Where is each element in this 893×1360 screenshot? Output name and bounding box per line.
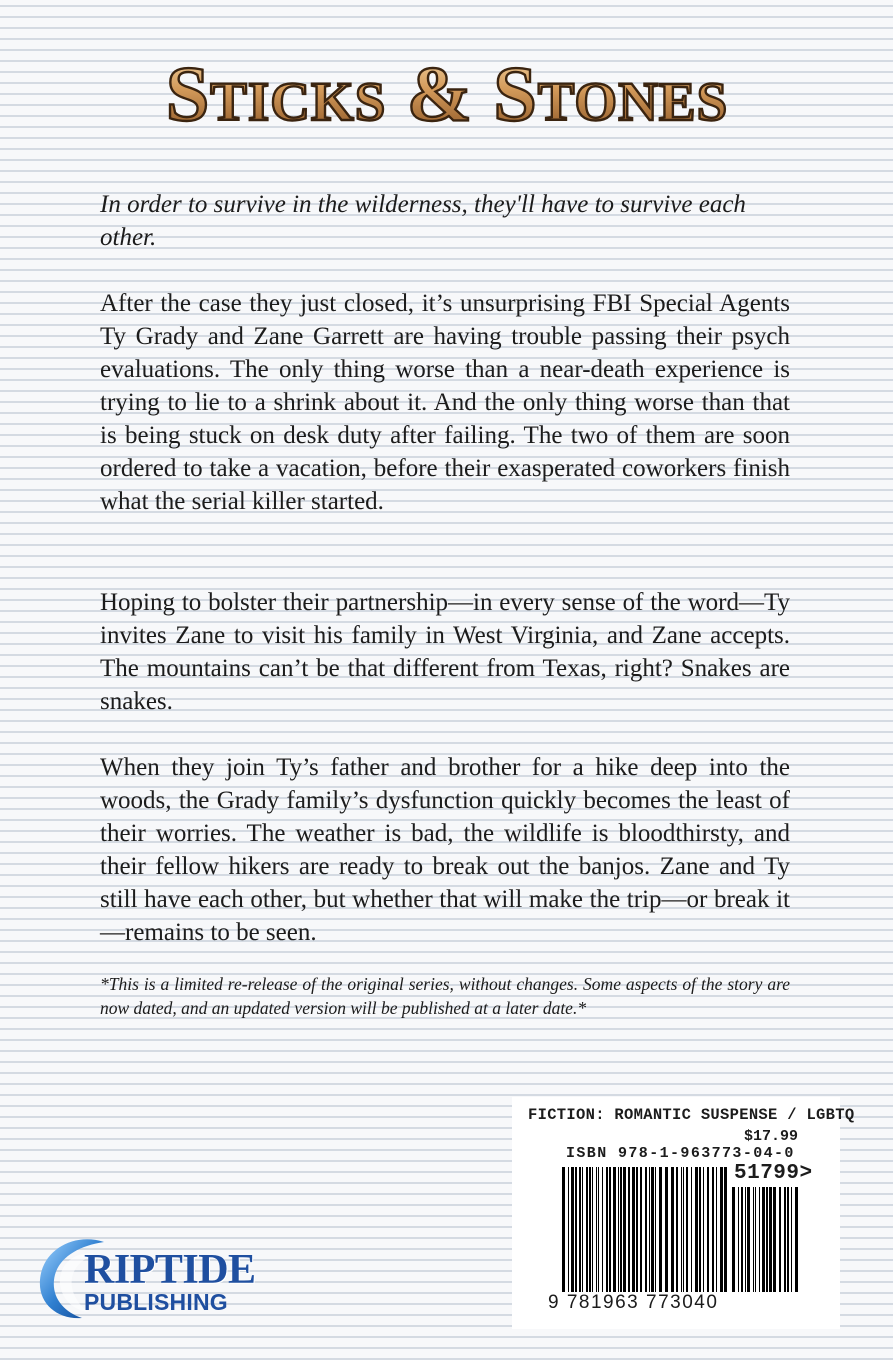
genre-category: FICTION: ROMANTIC SUSPENSE / LGBTQ [528, 1106, 855, 1124]
tagline: In order to survive in the wilderness, they'll have to survive each other. [100, 191, 746, 251]
blurb-paragraph-1: After the case they just closed, it’s unsurprising FBI Special Agents Ty Grady and Zane Garrett are having trouble passing their psych evaluations. The only thing worse than a near-death experience is trying to lie to a shrink about it. And the only thing worse than that is being stuck on desk duty after failing. The two of them are soon ordered to take a vacation, before their exasperated coworkers finish what the serial killer started. [100, 290, 790, 515]
book-title-art [97, 58, 797, 138]
isbn-barcode [562, 1167, 727, 1292]
release-note: *This is a limited re-release of the original series, without changes. Some aspects of the story are now dated, and an updated version will be published at a later date.* [100, 974, 790, 1018]
price-barcode [732, 1187, 802, 1292]
publisher-name: RIPTIDE [84, 1247, 256, 1293]
book-title [0, 58, 893, 138]
book-title-text: Sticks & Stones [165, 58, 728, 137]
price-addon-code: 51799> [734, 1162, 813, 1185]
barcode-panel [512, 1097, 855, 1329]
publisher-logo [34, 1232, 274, 1322]
blurb-paragraph-3: When they join Ty’s father and brother for a hike deep into the woods, the Grady family’s dysfunction quickly becomes the least of their worries. The weather is bad, the wildlife is bloodthirsty, and their fellow hikers are ready to break out the banjos. Zane and Ty still have each other, but whether that will make the trip—or break it—remains to be seen. [100, 754, 790, 946]
isbn: ISBN 978-1-963773-04-0 [566, 1145, 795, 1162]
publisher-sub: PUBLISHING [84, 1289, 228, 1315]
price: $17.99 [743, 1128, 798, 1145]
blurb-paragraph-2: Hoping to bolster their partnership—in every sense of the word—Ty invites Zane to visit his family in West Virginia, and Zane accepts. The mountains can’t be that different from Texas, right? Snakes are snakes. [100, 589, 790, 715]
barcode-digits: 9 781963 773040 [548, 1292, 719, 1313]
